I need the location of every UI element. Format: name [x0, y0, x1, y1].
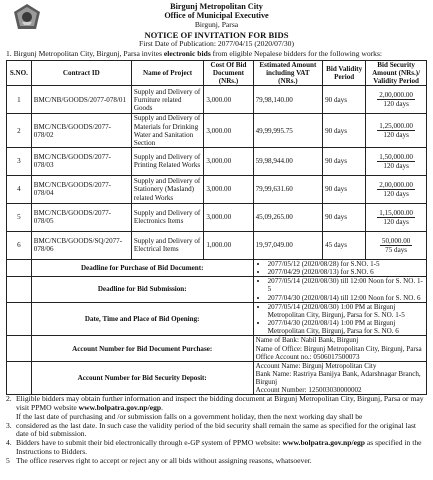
submission-deadline-row — [7, 277, 427, 302]
blank-cell — [7, 259, 32, 276]
note-item — [6, 395, 427, 412]
row-sno: 1 — [7, 86, 32, 114]
row-validity: 90 days — [323, 203, 366, 231]
row-project-name: Supply and Delivery of Stationery (Masland) related Works — [131, 175, 203, 203]
security-amount: 1,15,000.00 — [379, 208, 413, 217]
row-project-name: Supply and Delivery of Printing Related Works — [131, 147, 203, 175]
row-sno: 6 — [7, 231, 32, 259]
row-contract-id: BMC/NCB/GOODS/2077-078/05 — [31, 203, 131, 231]
submission-deadline-label: Deadline for Bid Submission: — [31, 277, 253, 302]
blank-cell — [7, 277, 32, 302]
note-number: 4. — [6, 438, 12, 448]
purchase-account-row — [7, 336, 427, 361]
row-cost: 1,000.00 — [204, 231, 253, 259]
blank-cell — [7, 361, 32, 395]
security-period: 120 days — [383, 161, 409, 170]
security-account-row — [7, 361, 427, 395]
row-project-name: Supply and Delivery of Materials for Drinking Water and Sanitation Section — [131, 114, 203, 148]
notice-title: NOTICE OF INVITATION FOR BIDS — [144, 29, 289, 40]
row-security — [366, 175, 427, 203]
row-estimated: 49,99,995.75 — [253, 114, 322, 148]
row-validity: 90 days — [323, 175, 366, 203]
row-estimated: 59,98,944.00 — [253, 147, 322, 175]
opening-values — [253, 302, 426, 336]
security-period: 120 days — [383, 100, 409, 109]
intro-bold: electronic bids — [163, 49, 211, 59]
table-header-row — [7, 60, 427, 85]
note-number: 5 — [6, 455, 10, 465]
security-account-line-1: Account Name: Birgunj Metropolitan City — [255, 361, 377, 370]
intro-text-before: Birgunj Metropolitan City, Birgunj, Parsa invites — [13, 49, 164, 59]
notes-list — [6, 395, 427, 465]
row-cost: 3,000.00 — [204, 175, 253, 203]
table-row — [7, 203, 427, 231]
header-security: Bid Security Amount (NRs.)/ Validity Period — [366, 60, 427, 85]
blank-cell — [7, 302, 32, 336]
note-item — [6, 439, 427, 456]
security-account-line-3: Account Number: 125003030000002 — [255, 386, 362, 395]
purchase-deadline-row — [7, 259, 427, 276]
note-text-after: as specified in the Instructions to Bidders. — [16, 438, 422, 456]
note-text: The office reserves right to accept or reject any or all bids without assigning reasons, whatsoever. — [16, 455, 312, 465]
purchase-account-line-1: Name of Bank: Nabil Bank, Birgunj — [255, 336, 359, 345]
security-period: 75 days — [385, 245, 408, 254]
note-text: If the last date of purchasing and /or submission falls on a government holiday, then the next working day shall be — [16, 411, 363, 421]
intro-paragraph — [6, 50, 427, 59]
notice-header — [6, 2, 427, 49]
submission-deadline-2: • 2077/04/30 (2020/08/14) till 12:00 Noon for S. NO. 6 — [268, 294, 424, 302]
header-estimated: Estimated Amount including VAT (NRs.) — [253, 60, 322, 85]
row-estimated: 79,99,631.60 — [253, 175, 322, 203]
row-contract-id: BMC/NCB/GOODS/2077-078/03 — [31, 147, 131, 175]
row-project-name: Supply and Delivery of Electronics Items — [131, 203, 203, 231]
table-body — [7, 86, 427, 395]
row-cost: 3,000.00 — [204, 203, 253, 231]
opening-2: • 2077/04/30 (2020/08/14) 1:00 PM at Birgunj Metropolitan City, Birgunj, Parsa for S. NO. 6 — [268, 319, 424, 335]
note-link[interactable]: www.bolpatra.gov.np/egp — [282, 438, 366, 448]
row-security — [366, 203, 427, 231]
table-row — [7, 147, 427, 175]
row-validity: 90 days — [323, 147, 366, 175]
intro-number: 1. — [6, 49, 12, 59]
row-cost: 3,000.00 — [204, 86, 253, 114]
row-sno: 2 — [7, 114, 32, 148]
purchase-deadline-1: • 2077/05/12 (2020/08/28) for S.NO. 1-5 — [268, 260, 424, 268]
security-amount: 50,000.00 — [381, 236, 411, 245]
header-project-name: Name of Project — [131, 60, 203, 85]
row-validity: 45 days — [323, 231, 366, 259]
submission-deadline-values — [253, 277, 426, 302]
security-account-line-2: Bank Name: Rastriya Banijya Bank, Adarshnagar Branch, Birgunj — [255, 370, 421, 387]
row-security — [366, 147, 427, 175]
row-contract-id: BMC/NCB/GOODS/2077-078/02 — [31, 114, 131, 148]
security-amount: 2,00,000.00 — [379, 91, 413, 100]
header-contract-id: Contract ID — [31, 60, 131, 85]
security-account-label: Account Number for Bid Security Deposit: — [31, 361, 253, 395]
security-amount: 2,00,000.00 — [379, 180, 413, 189]
security-account-values — [253, 361, 426, 395]
purchase-deadline-values — [253, 259, 426, 276]
purchase-deadline-2: • 2077/04/29 (2020/08/13) for S.NO. 6 — [268, 268, 424, 276]
note-text — [16, 439, 427, 456]
row-project-name: Supply and Delivery of Electrical Items — [131, 231, 203, 259]
purchase-account-values — [253, 336, 426, 361]
row-estimated: 19,97,049.00 — [253, 231, 322, 259]
purchase-account-line-2: Name of Office: Birgunj Metropolitan City, Birgunj, Parsa — [255, 344, 422, 353]
row-estimated: 79,98,140.00 — [253, 86, 322, 114]
note-item — [6, 422, 427, 439]
security-period: 120 days — [383, 217, 409, 226]
note-number: 3. — [6, 420, 12, 430]
row-estimated: 45,09,265.00 — [253, 203, 322, 231]
purchase-account-line-3: Office Account no.: 0506017500073 — [255, 352, 360, 361]
header-validity: Bid Validity Period — [323, 60, 366, 85]
municipal-emblem-icon — [12, 3, 42, 31]
row-project-name: Supply and Delivery of Furniture related Goods — [131, 86, 203, 114]
note-text-before: Bidders have to submit their bid electronically through e-GP system of PPMO website: — [16, 438, 283, 448]
note-text-before: Eligible bidders may obtain further information and inspect the bidding document at Birgunj Metropolitan City, Birgunj, Parsa or may visit PPMO website — [16, 394, 424, 413]
opening-row — [7, 302, 427, 336]
note-number: 2. — [6, 394, 12, 404]
purchase-account-label: Account Number for Bid Document Purchase: — [31, 336, 253, 361]
opening-1: • 2077/05/14 (2020/08/30) 1:00 PM at Birgunj Metropolitan City, Birgunj, Parsa for S. NO. 1-5 — [268, 303, 424, 319]
row-cost: 3,000.00 — [204, 147, 253, 175]
table-row — [7, 86, 427, 114]
security-amount: 1,25,000.00 — [379, 122, 413, 130]
note-text-after: . — [161, 403, 164, 413]
publication-date: First Date of Publication: 2077/04/15 (2020/07/30) — [138, 39, 295, 49]
note-text — [16, 395, 427, 412]
opening-label: Date, Time and Place of Bid Opening: — [31, 302, 253, 336]
row-contract-id: BMC/NCB/GOODS/SQ/2077-078/06 — [31, 231, 131, 259]
office-location: Birgunj, Parsa — [194, 19, 239, 29]
bids-table — [6, 60, 427, 396]
row-validity: 90 days — [323, 86, 366, 114]
row-validity: 90 days — [323, 114, 366, 148]
note-item — [6, 457, 427, 466]
purchase-deadline-label: Deadline for Purchase of Bid Document: — [31, 259, 253, 276]
note-text: considered as the last date. In such case the validity period of the bid security shall remain the same as specified for the original last date of bid submission. — [16, 420, 417, 439]
intro-text-after: from eligible Nepalese bidders for the following works: — [210, 49, 383, 59]
blank-cell — [7, 336, 32, 361]
row-contract-id: BMC/NCB/GOODS/2077-078/04 — [31, 175, 131, 203]
office-name: Office of Municipal Executive — [164, 11, 269, 21]
row-sno: 5 — [7, 203, 32, 231]
table-row — [7, 114, 427, 148]
submission-deadline-1: • 2077/05/14 (2020/08/30) till 12:00 Noon for S. NO. 1-5 — [268, 277, 424, 293]
header-sno: S.NO. — [7, 60, 32, 85]
row-security — [366, 114, 427, 148]
security-period: 120 days — [383, 131, 409, 140]
row-cost: 3,000.00 — [204, 114, 253, 148]
note-link[interactable]: www.bolpatra.gov.np/egp — [78, 403, 162, 413]
security-period: 120 days — [383, 189, 409, 198]
row-sno: 4 — [7, 175, 32, 203]
row-contract-id: BMC/NB/GOODS/2077-078/01 — [31, 86, 131, 114]
row-security — [366, 231, 427, 259]
security-amount: 1,50,000.00 — [379, 152, 413, 161]
org-name: Birgunj Metropolitan City — [170, 2, 263, 11]
table-row — [7, 231, 427, 259]
row-sno: 3 — [7, 147, 32, 175]
header-cost: Cost Of Bid Document (NRs.) — [204, 60, 253, 85]
table-row — [7, 175, 427, 203]
row-security — [366, 86, 427, 114]
